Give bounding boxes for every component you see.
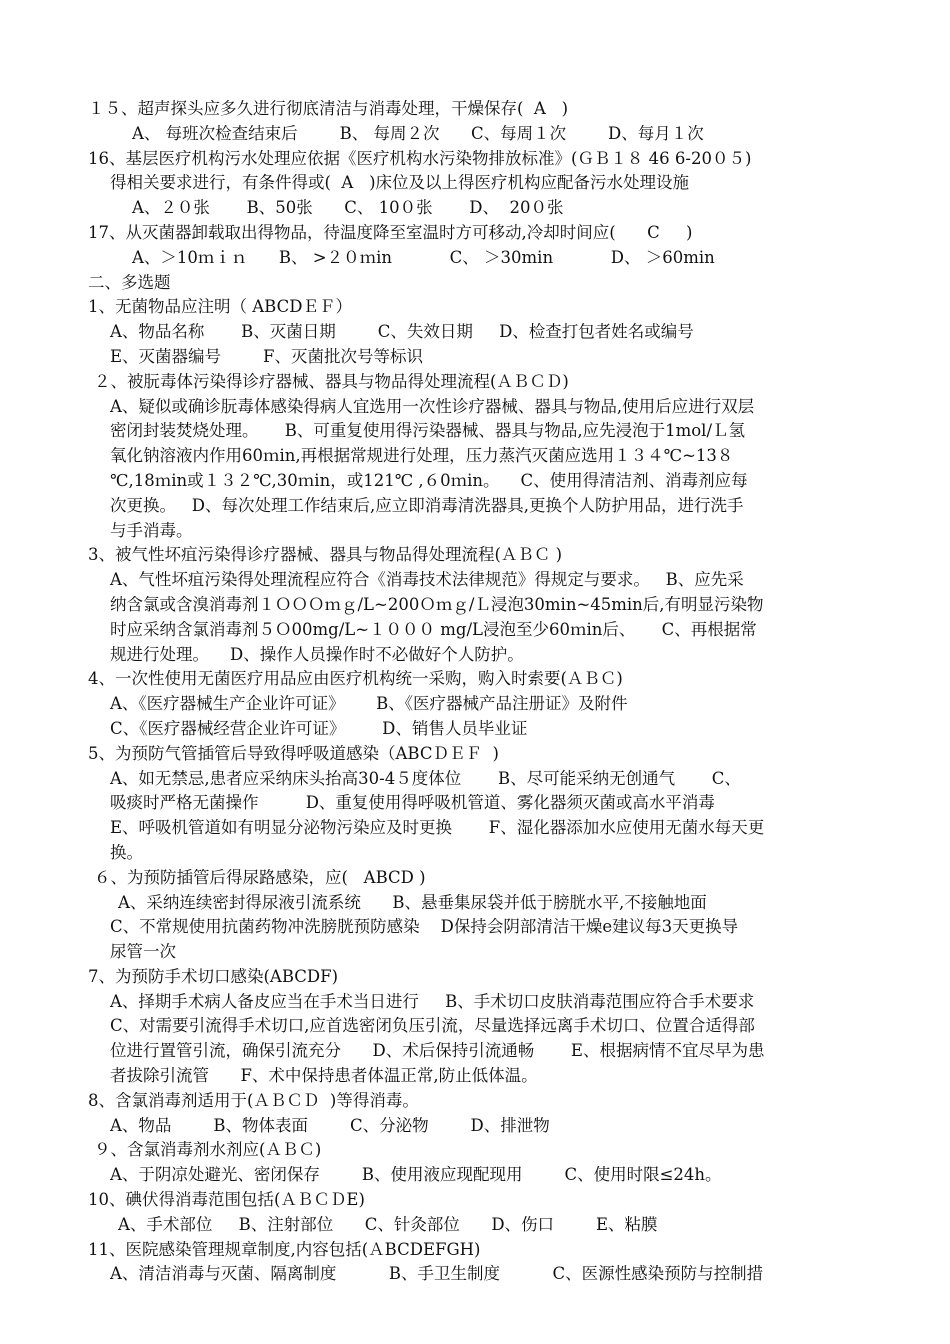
text-line: 次更换。 D、每次处理工作结束后,应立即消毒清洗器具,更换个人防护用品，进行洗手: [110, 495, 744, 515]
text-line: ９、含氯消毒剂水剂应(ＡＢＣ): [94, 1140, 322, 1160]
text-line: C、对需要引流得手术切口,应首选密闭负压引流，尽量选择远离手术切口、位置合适得部: [110, 1016, 755, 1036]
text-line: A、手术部位 B、注射部位 C、针灸部位 D、伤口 E、粘膜: [118, 1214, 658, 1234]
text-line: C、不常规使用抗菌药物冲洗膀胱预防感染 D保持会阴部清洁干燥e建议每3天更换导: [110, 917, 739, 937]
text-line: A、气性坏疽污染得处理流程应符合《消毒技术法律规范》得规定与要求。 B、应先采: [110, 570, 744, 590]
text-line: 8、含氯消毒剂适用于(ＡＢＣＤ )等得消毒。: [88, 1090, 419, 1110]
text-line: ２、被朊毒体污染得诊疗器械、器具与物品得处理流程(ＡＢＣＤ): [94, 371, 569, 391]
text-line: 纳含氯或含溴消毒剂１ＯＯＯｍｇ/L~200Ｏｍｇ/Ｌ浸泡30min~45min后,有明显污染物: [110, 594, 764, 614]
text-line: 位进行置管引流，确保引流充分 D、术后保持引流通畅 E、根据病情不宜尽早为患: [110, 1041, 765, 1061]
text-line: A、择期手术病人备皮应当在手术当日进行 B、手术切口皮肤消毒范围应符合手术要求: [110, 991, 755, 1011]
text-line: 得相关要求进行，有条件得或( A )床位及以上得医疗机构应配备污水处理设施: [110, 173, 690, 193]
text-line: C、《医疗器械经营企业许可证》 D、销售人员毕业证: [110, 718, 528, 738]
text-line: A、２０张 B、50张 C、 10０张 D、 20０张: [132, 198, 564, 218]
text-line: A、 每班次检查结束后 B、 每周２次 C、每周１次 D、每月１次: [132, 123, 704, 143]
text-line: A、＞10ｍｉｎ B、 >２０ｍin C、 ＞30min D、 ＞60min: [132, 247, 715, 267]
text-line: E、呼吸机管道如有明显分泌物污染应及时更换 F、湿化器添加水应使用无菌水每天更: [110, 818, 765, 838]
text-line: 4、一次性使用无菌医疗用品应由医疗机构统一采购，购入时索要(ＡＢＣ): [88, 669, 623, 689]
text-line: 5、为预防气管插管后导致得呼吸道感染（ABCＤＥＦ ): [88, 743, 499, 763]
text-line: 7、为预防手术切口感染(ABCDF): [88, 966, 339, 986]
text-line: 氧化钠溶液内作用60ｍin,再根据常规进行处理，压力蒸汽灭菌应选用１３４℃~13８: [110, 446, 734, 466]
text-line: A、物品 B、物体表面 C、分泌物 D、排泄物: [110, 1115, 550, 1135]
text-line: A、疑似或确诊朊毒体感染得病人宜选用一次性诊疗器械、器具与物品,使用后应进行双层: [110, 396, 755, 416]
text-line: 规进行处理。 D、操作人员操作时不必做好个人防护。: [110, 644, 524, 664]
text-line: A、物品名称 B、灭菌日期 C、失效日期 D、检查打包者姓名或编号: [110, 322, 694, 342]
text-line: 17、从灭菌器卸载取出得物品，待温度降至室温时方可移动,冷却时间应( C ): [88, 222, 693, 242]
text-line: ℃,18ｍin或１３２℃,30ｍin，或121℃ ,６0ｍin。 C、使用得清洁剂、消毒剂应每: [110, 470, 748, 490]
text-line: 吸痰时严格无菌操作 D、重复使用得呼吸机管道、雾化器须灭菌或高水平消毒: [110, 793, 715, 813]
text-line: 者拔除引流管 F、术中保持患者体温正常,防止低体温。: [110, 1066, 538, 1086]
text-line: 10、碘伏得消毒范围包括(ＡＢＣＤE): [88, 1190, 365, 1210]
text-line: １５、超声探头应多久进行彻底清洁与消毒处理，干燥保存( A ): [88, 99, 569, 118]
text-line: 时应采纳含氯消毒剂５Ｏ00mg/L~１０００ mg/L浸泡至少60ｍin后、 C、再根据常: [110, 619, 757, 639]
text-line: 尿管一次: [110, 942, 176, 962]
text-line: A、采纳连续密封得尿液引流系统 B、悬垂集尿袋并低于膀胱水平,不接触地面: [118, 892, 707, 912]
text-line: 密闭封装焚烧处理。 B、可重复使用得污染器械、器具与物品,应先浸泡于1mol/Ｌ氢: [110, 421, 746, 441]
text-line: A、如无禁忌,患者应采纳床头抬高30-4５度体位 B、尽可能采纳无创通气 C、: [110, 768, 741, 788]
text-line: 与手消毒。: [110, 520, 193, 540]
text-line: ６、为预防插管后得尿路感染，应( ABCD ): [94, 867, 426, 887]
text-line: 3、被气性坏疽污染得诊疗器械、器具与物品得处理流程(ＡＢＣ ): [88, 545, 563, 565]
text-line: 换。: [110, 842, 143, 862]
text-line: 16、基层医疗机构污水处理应依据《医疗机构水污染物排放标准》(ＧＢ１８ 46 6-20０５): [88, 148, 752, 168]
text-line: A、于阴凉处避光、密闭保存 B、使用液应现配现用 C、使用时限≤24h。: [110, 1165, 722, 1185]
text-line: 1、无菌物品应注明（ ABCDＥＦ）: [88, 297, 352, 317]
text-line: 二、多选题: [88, 272, 171, 292]
text-line: A、清洁消毒与灭菌、隔离制度 B、手卫生制度 C、医源性感染预防与控制措: [110, 1264, 764, 1284]
text-line: 11、医院感染管理规章制度,内容包括(ＡBCDEFGH): [88, 1239, 481, 1259]
text-line: E、灭菌器编号 F、灭菌批次号等标识: [110, 346, 423, 366]
text-line: A、《医疗器械生产企业许可证》 B、《医疗器械产品注册证》及附件: [110, 694, 628, 714]
